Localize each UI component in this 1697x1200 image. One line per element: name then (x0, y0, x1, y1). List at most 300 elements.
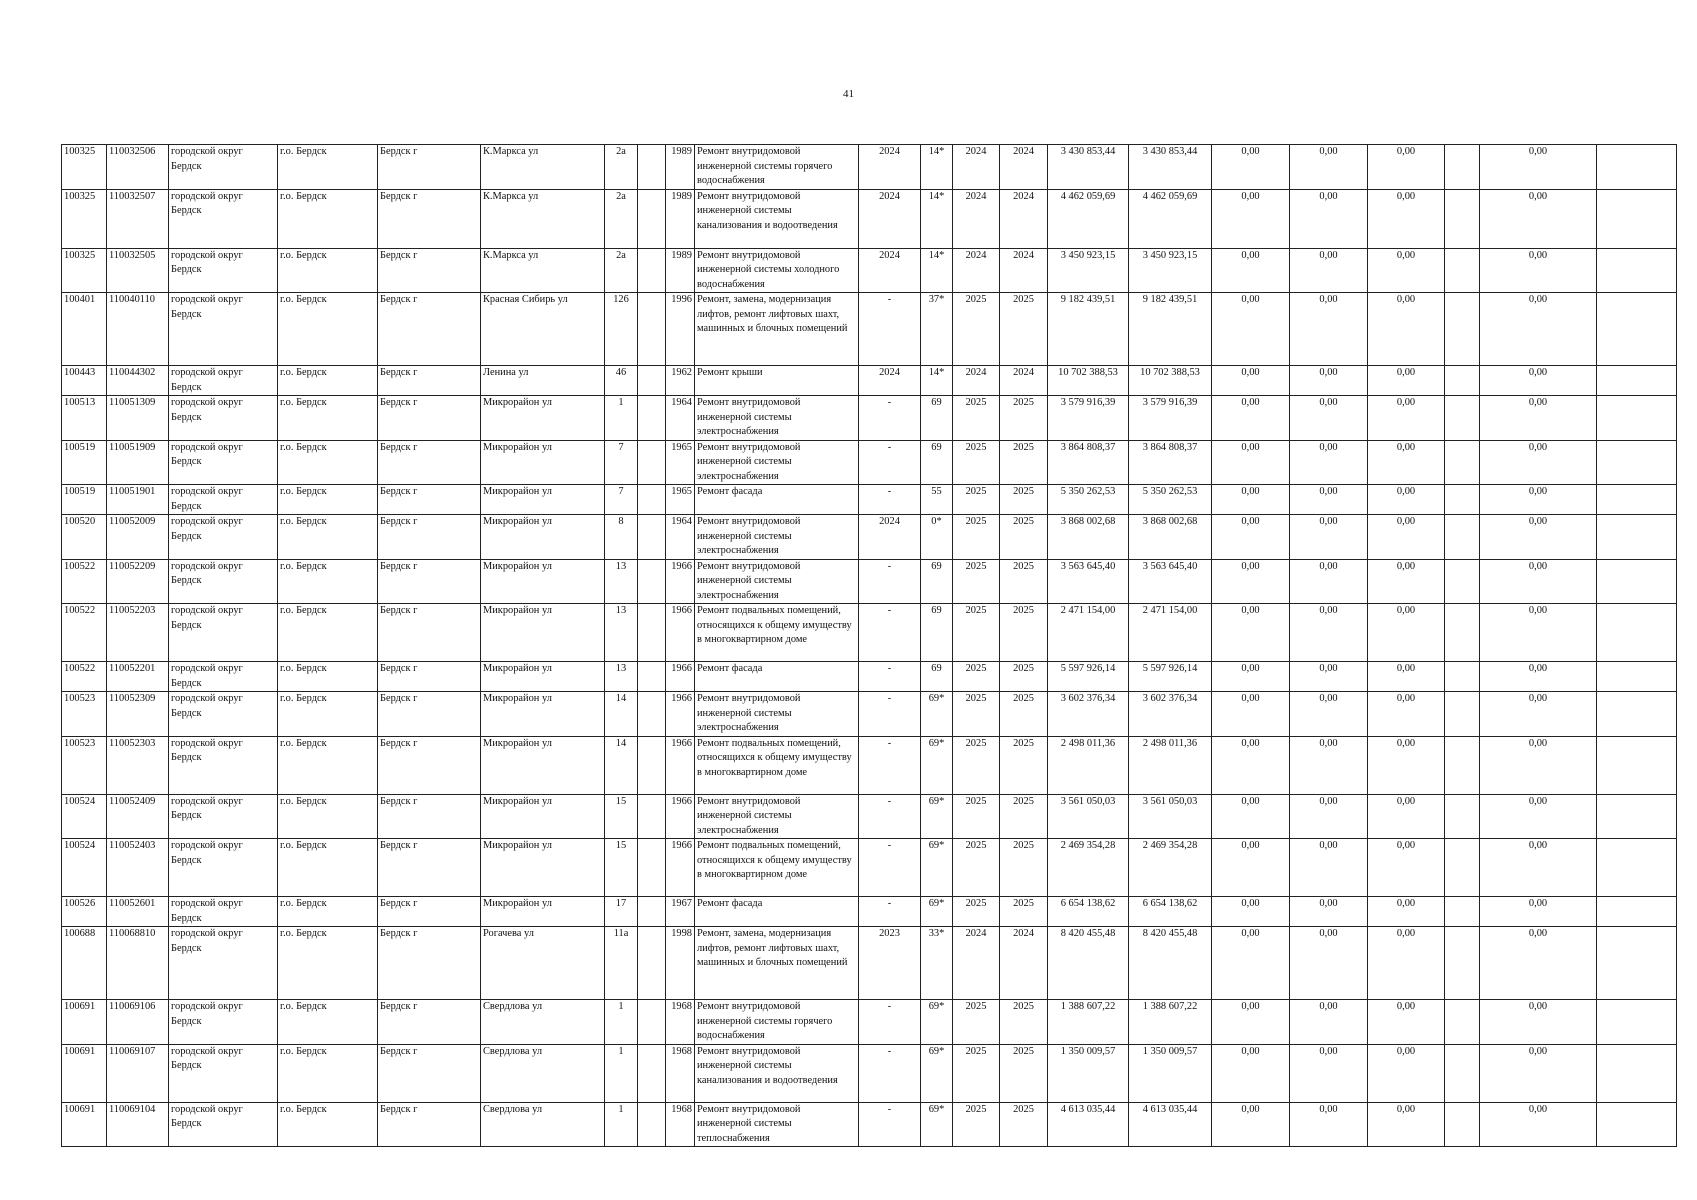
house-number: 14 (605, 736, 638, 794)
build-year: 1966 (666, 736, 695, 794)
start-year: 2024 (953, 927, 1000, 1000)
total-cost: 2 471 154,00 (1048, 604, 1129, 662)
municipality: городской округ Бердск (169, 440, 278, 485)
build-year: 1989 (666, 189, 695, 248)
end-year: 2025 (1000, 293, 1048, 366)
end-year: 2025 (1000, 515, 1048, 560)
planned-year: - (859, 692, 921, 737)
house-number: 126 (605, 293, 638, 366)
total-cost: 2 469 354,28 (1048, 839, 1129, 897)
build-year: 1968 (666, 1044, 695, 1102)
empty-cell (1445, 927, 1480, 1000)
term-mark: 14* (921, 145, 953, 190)
work-type: Ремонт внутридомовой инженерной системы электроснабжения (695, 396, 859, 441)
total-cost: 4 613 035,44 (1048, 1102, 1129, 1147)
street: Свердлова ул (481, 1000, 605, 1045)
work-id: 110032507 (107, 189, 169, 248)
settlement: Бердск г (378, 366, 481, 396)
empty-cell (1597, 662, 1677, 692)
end-year: 2025 (1000, 559, 1048, 604)
build-year: 1967 (666, 897, 695, 927)
street: Микрорайон ул (481, 736, 605, 794)
settlement: Бердск г (378, 736, 481, 794)
house-number: 13 (605, 559, 638, 604)
budget-local: 0,00 (1290, 248, 1368, 293)
street: К.Маркса ул (481, 248, 605, 293)
planned-year: 2024 (859, 145, 921, 190)
work-id: 110068810 (107, 927, 169, 1000)
empty-cell (1597, 440, 1677, 485)
municipality: городской округ Бердск (169, 485, 278, 515)
owners-funds: 0,00 (1368, 692, 1445, 737)
street: Красная Сибирь ул (481, 293, 605, 366)
owners-funds: 0,00 (1368, 440, 1445, 485)
end-year: 2025 (1000, 794, 1048, 839)
budget-local: 0,00 (1290, 145, 1368, 190)
total-cost: 3 430 853,44 (1048, 145, 1129, 190)
municipality: городской округ Бердск (169, 1000, 278, 1045)
other-sources: 0,00 (1480, 366, 1597, 396)
table-row (62, 1000, 1677, 1045)
object-code: 100691 (62, 1044, 107, 1102)
term-mark: 69* (921, 897, 953, 927)
object-code: 100513 (62, 396, 107, 441)
build-year: 1966 (666, 662, 695, 692)
budget-local: 0,00 (1290, 293, 1368, 366)
empty-cell (1597, 396, 1677, 441)
planned-year: - (859, 736, 921, 794)
term-mark: 0* (921, 515, 953, 560)
empty-cell (638, 485, 666, 515)
build-year: 1989 (666, 145, 695, 190)
end-year: 2025 (1000, 485, 1048, 515)
total-cost: 3 602 376,34 (1048, 692, 1129, 737)
house-number: 1 (605, 1044, 638, 1102)
other-sources: 0,00 (1480, 1000, 1597, 1045)
end-year: 2025 (1000, 1044, 1048, 1102)
street: Микрорайон ул (481, 485, 605, 515)
empty-cell (1445, 366, 1480, 396)
empty-cell (1445, 897, 1480, 927)
empty-cell (638, 293, 666, 366)
start-year: 2024 (953, 366, 1000, 396)
municipality: городской округ Бердск (169, 1102, 278, 1147)
table-row (62, 189, 1677, 248)
fund-cost: 3 561 050,03 (1129, 794, 1212, 839)
fund-cost: 9 182 439,51 (1129, 293, 1212, 366)
end-year: 2025 (1000, 662, 1048, 692)
work-id: 110052201 (107, 662, 169, 692)
fund-cost: 3 868 002,68 (1129, 515, 1212, 560)
district: г.о. Бердск (278, 396, 378, 441)
settlement: Бердск г (378, 440, 481, 485)
district: г.о. Бердск (278, 927, 378, 1000)
empty-cell (1597, 897, 1677, 927)
object-code: 100691 (62, 1102, 107, 1147)
budget-local: 0,00 (1290, 440, 1368, 485)
owners-funds: 0,00 (1368, 485, 1445, 515)
term-mark: 37* (921, 293, 953, 366)
total-cost: 3 579 916,39 (1048, 396, 1129, 441)
municipality: городской округ Бердск (169, 145, 278, 190)
empty-cell (1597, 485, 1677, 515)
work-type: Ремонт фасада (695, 897, 859, 927)
district: г.о. Бердск (278, 485, 378, 515)
term-mark: 69 (921, 559, 953, 604)
empty-cell (1445, 189, 1480, 248)
fund-cost: 2 471 154,00 (1129, 604, 1212, 662)
empty-cell (1597, 1000, 1677, 1045)
empty-cell (638, 366, 666, 396)
empty-cell (1445, 485, 1480, 515)
term-mark: 69 (921, 662, 953, 692)
work-id: 110052309 (107, 692, 169, 737)
budget-regional: 0,00 (1212, 559, 1290, 604)
table-row (62, 248, 1677, 293)
budget-local: 0,00 (1290, 1000, 1368, 1045)
work-id: 110069106 (107, 1000, 169, 1045)
other-sources: 0,00 (1480, 839, 1597, 897)
district: г.о. Бердск (278, 189, 378, 248)
other-sources: 0,00 (1480, 1044, 1597, 1102)
planned-year: - (859, 485, 921, 515)
other-sources: 0,00 (1480, 189, 1597, 248)
empty-cell (638, 692, 666, 737)
settlement: Бердск г (378, 485, 481, 515)
page-number: 41 (843, 88, 854, 100)
build-year: 1966 (666, 604, 695, 662)
settlement: Бердск г (378, 604, 481, 662)
term-mark: 14* (921, 366, 953, 396)
end-year: 2024 (1000, 248, 1048, 293)
planned-year: 2024 (859, 189, 921, 248)
budget-local: 0,00 (1290, 794, 1368, 839)
work-type: Ремонт фасада (695, 662, 859, 692)
table-row (62, 1044, 1677, 1102)
empty-cell (1597, 145, 1677, 190)
build-year: 1964 (666, 396, 695, 441)
district: г.о. Бердск (278, 839, 378, 897)
empty-cell (1597, 189, 1677, 248)
start-year: 2025 (953, 692, 1000, 737)
street: Ленина ул (481, 366, 605, 396)
empty-cell (1445, 145, 1480, 190)
work-type: Ремонт внутридомовой инженерной системы канализования и водоотведения (695, 1044, 859, 1102)
term-mark: 69* (921, 1102, 953, 1147)
empty-cell (1597, 366, 1677, 396)
fund-cost: 10 702 388,53 (1129, 366, 1212, 396)
start-year: 2025 (953, 1102, 1000, 1147)
empty-cell (1597, 692, 1677, 737)
object-code: 100522 (62, 604, 107, 662)
house-number: 7 (605, 440, 638, 485)
owners-funds: 0,00 (1368, 366, 1445, 396)
settlement: Бердск г (378, 662, 481, 692)
municipality: городской округ Бердск (169, 927, 278, 1000)
table-row (62, 897, 1677, 927)
budget-regional: 0,00 (1212, 839, 1290, 897)
start-year: 2025 (953, 897, 1000, 927)
start-year: 2024 (953, 145, 1000, 190)
start-year: 2025 (953, 839, 1000, 897)
object-code: 100443 (62, 366, 107, 396)
fund-cost: 3 450 923,15 (1129, 248, 1212, 293)
empty-cell (638, 736, 666, 794)
planned-year: - (859, 440, 921, 485)
work-type: Ремонт крыши (695, 366, 859, 396)
empty-cell (638, 604, 666, 662)
district: г.о. Бердск (278, 440, 378, 485)
empty-cell (638, 559, 666, 604)
owners-funds: 0,00 (1368, 515, 1445, 560)
total-cost: 4 462 059,69 (1048, 189, 1129, 248)
end-year: 2024 (1000, 927, 1048, 1000)
total-cost: 1 388 607,22 (1048, 1000, 1129, 1045)
district: г.о. Бердск (278, 897, 378, 927)
work-type: Ремонт внутридомовой инженерной системы электроснабжения (695, 440, 859, 485)
street: К.Маркса ул (481, 145, 605, 190)
empty-cell (1445, 1000, 1480, 1045)
term-mark: 33* (921, 927, 953, 1000)
other-sources: 0,00 (1480, 1102, 1597, 1147)
total-cost: 3 561 050,03 (1048, 794, 1129, 839)
build-year: 1962 (666, 366, 695, 396)
work-type: Ремонт внутридомовой инженерной системы горячего водоснабжения (695, 1000, 859, 1045)
fund-cost: 3 864 808,37 (1129, 440, 1212, 485)
other-sources: 0,00 (1480, 559, 1597, 604)
budget-local: 0,00 (1290, 604, 1368, 662)
table-row (62, 559, 1677, 604)
end-year: 2025 (1000, 1000, 1048, 1045)
empty-cell (1445, 1102, 1480, 1147)
object-code: 100691 (62, 1000, 107, 1045)
planned-year: - (859, 1102, 921, 1147)
owners-funds: 0,00 (1368, 1044, 1445, 1102)
object-code: 100524 (62, 839, 107, 897)
house-number: 2а (605, 248, 638, 293)
empty-cell (638, 515, 666, 560)
other-sources: 0,00 (1480, 692, 1597, 737)
budget-local: 0,00 (1290, 559, 1368, 604)
empty-cell (1597, 515, 1677, 560)
empty-cell (638, 1000, 666, 1045)
street: Микрорайон ул (481, 604, 605, 662)
total-cost: 9 182 439,51 (1048, 293, 1129, 366)
total-cost: 5 597 926,14 (1048, 662, 1129, 692)
start-year: 2025 (953, 794, 1000, 839)
term-mark: 69* (921, 794, 953, 839)
term-mark: 14* (921, 248, 953, 293)
municipality: городской округ Бердск (169, 396, 278, 441)
district: г.о. Бердск (278, 559, 378, 604)
object-code: 100520 (62, 515, 107, 560)
object-code: 100523 (62, 692, 107, 737)
settlement: Бердск г (378, 145, 481, 190)
street: Микрорайон ул (481, 662, 605, 692)
term-mark: 69* (921, 839, 953, 897)
empty-cell (1597, 293, 1677, 366)
house-number: 13 (605, 604, 638, 662)
owners-funds: 0,00 (1368, 1102, 1445, 1147)
end-year: 2025 (1000, 736, 1048, 794)
owners-funds: 0,00 (1368, 736, 1445, 794)
budget-local: 0,00 (1290, 927, 1368, 1000)
owners-funds: 0,00 (1368, 662, 1445, 692)
owners-funds: 0,00 (1368, 559, 1445, 604)
work-id: 110032505 (107, 248, 169, 293)
fund-cost: 6 654 138,62 (1129, 897, 1212, 927)
term-mark: 69* (921, 1000, 953, 1045)
municipality: городской округ Бердск (169, 839, 278, 897)
street: Свердлова ул (481, 1044, 605, 1102)
house-number: 2а (605, 145, 638, 190)
owners-funds: 0,00 (1368, 897, 1445, 927)
house-number: 11а (605, 927, 638, 1000)
empty-cell (1445, 692, 1480, 737)
start-year: 2024 (953, 189, 1000, 248)
settlement: Бердск г (378, 692, 481, 737)
municipality: городской округ Бердск (169, 293, 278, 366)
total-cost: 5 350 262,53 (1048, 485, 1129, 515)
work-id: 110051901 (107, 485, 169, 515)
municipality: городской округ Бердск (169, 692, 278, 737)
empty-cell (1445, 559, 1480, 604)
empty-cell (1445, 396, 1480, 441)
empty-cell (1445, 662, 1480, 692)
district: г.о. Бердск (278, 1044, 378, 1102)
street: Микрорайон ул (481, 396, 605, 441)
work-type: Ремонт подвальных помещений, относящихся к общему имуществу в многоквартирном доме (695, 604, 859, 662)
settlement: Бердск г (378, 396, 481, 441)
work-id: 110052409 (107, 794, 169, 839)
budget-regional: 0,00 (1212, 736, 1290, 794)
start-year: 2025 (953, 559, 1000, 604)
district: г.о. Бердск (278, 604, 378, 662)
district: г.о. Бердск (278, 692, 378, 737)
empty-cell (1445, 794, 1480, 839)
other-sources: 0,00 (1480, 293, 1597, 366)
build-year: 1966 (666, 794, 695, 839)
house-number: 14 (605, 692, 638, 737)
work-id: 110044302 (107, 366, 169, 396)
object-code: 100325 (62, 248, 107, 293)
settlement: Бердск г (378, 248, 481, 293)
budget-regional: 0,00 (1212, 145, 1290, 190)
settlement: Бердск г (378, 794, 481, 839)
term-mark: 69 (921, 440, 953, 485)
end-year: 2025 (1000, 440, 1048, 485)
other-sources: 0,00 (1480, 604, 1597, 662)
owners-funds: 0,00 (1368, 604, 1445, 662)
work-id: 110051909 (107, 440, 169, 485)
district: г.о. Бердск (278, 794, 378, 839)
municipality: городской округ Бердск (169, 248, 278, 293)
settlement: Бердск г (378, 1000, 481, 1045)
table-row (62, 366, 1677, 396)
district: г.о. Бердск (278, 736, 378, 794)
municipality: городской округ Бердск (169, 366, 278, 396)
planned-year: - (859, 1000, 921, 1045)
table-row (62, 927, 1677, 1000)
table-row (62, 440, 1677, 485)
other-sources: 0,00 (1480, 440, 1597, 485)
budget-regional: 0,00 (1212, 248, 1290, 293)
budget-local: 0,00 (1290, 366, 1368, 396)
empty-cell (1597, 248, 1677, 293)
object-code: 100325 (62, 189, 107, 248)
empty-cell (1597, 559, 1677, 604)
table-row (62, 485, 1677, 515)
build-year: 1966 (666, 692, 695, 737)
start-year: 2025 (953, 1000, 1000, 1045)
total-cost: 3 563 645,40 (1048, 559, 1129, 604)
empty-cell (1597, 1044, 1677, 1102)
budget-local: 0,00 (1290, 1102, 1368, 1147)
work-type: Ремонт внутридомовой инженерной системы теплоснабжения (695, 1102, 859, 1147)
settlement: Бердск г (378, 1102, 481, 1147)
table-row (62, 839, 1677, 897)
end-year: 2025 (1000, 396, 1048, 441)
work-id: 110069107 (107, 1044, 169, 1102)
empty-cell (1445, 1044, 1480, 1102)
budget-regional: 0,00 (1212, 897, 1290, 927)
work-id: 110051309 (107, 396, 169, 441)
other-sources: 0,00 (1480, 794, 1597, 839)
total-cost: 1 350 009,57 (1048, 1044, 1129, 1102)
object-code: 100519 (62, 485, 107, 515)
end-year: 2025 (1000, 1102, 1048, 1147)
work-type: Ремонт подвальных помещений, относящихся к общему имуществу в многоквартирном доме (695, 839, 859, 897)
house-number: 15 (605, 794, 638, 839)
street: Микрорайон ул (481, 559, 605, 604)
work-type: Ремонт внутридомовой инженерной системы горячего водоснабжения (695, 145, 859, 190)
start-year: 2025 (953, 293, 1000, 366)
end-year: 2024 (1000, 189, 1048, 248)
build-year: 1965 (666, 440, 695, 485)
planned-year: - (859, 559, 921, 604)
empty-cell (1597, 604, 1677, 662)
table-row (62, 396, 1677, 441)
planned-year: - (859, 396, 921, 441)
planned-year: - (859, 1044, 921, 1102)
work-id: 110052009 (107, 515, 169, 560)
budget-regional: 0,00 (1212, 1044, 1290, 1102)
table-row (62, 515, 1677, 560)
work-id: 110052209 (107, 559, 169, 604)
table-row (62, 692, 1677, 737)
empty-cell (638, 794, 666, 839)
district: г.о. Бердск (278, 662, 378, 692)
empty-cell (638, 1102, 666, 1147)
district: г.о. Бердск (278, 145, 378, 190)
object-code: 100401 (62, 293, 107, 366)
table-row (62, 293, 1677, 366)
budget-local: 0,00 (1290, 839, 1368, 897)
build-year: 1968 (666, 1000, 695, 1045)
object-code: 100522 (62, 662, 107, 692)
start-year: 2025 (953, 485, 1000, 515)
district: г.о. Бердск (278, 1102, 378, 1147)
term-mark: 69* (921, 1044, 953, 1102)
other-sources: 0,00 (1480, 396, 1597, 441)
total-cost: 2 498 011,36 (1048, 736, 1129, 794)
planned-year: - (859, 293, 921, 366)
street: К.Маркса ул (481, 189, 605, 248)
table-row (62, 662, 1677, 692)
street: Микрорайон ул (481, 515, 605, 560)
table-row (62, 736, 1677, 794)
work-id: 110032506 (107, 145, 169, 190)
